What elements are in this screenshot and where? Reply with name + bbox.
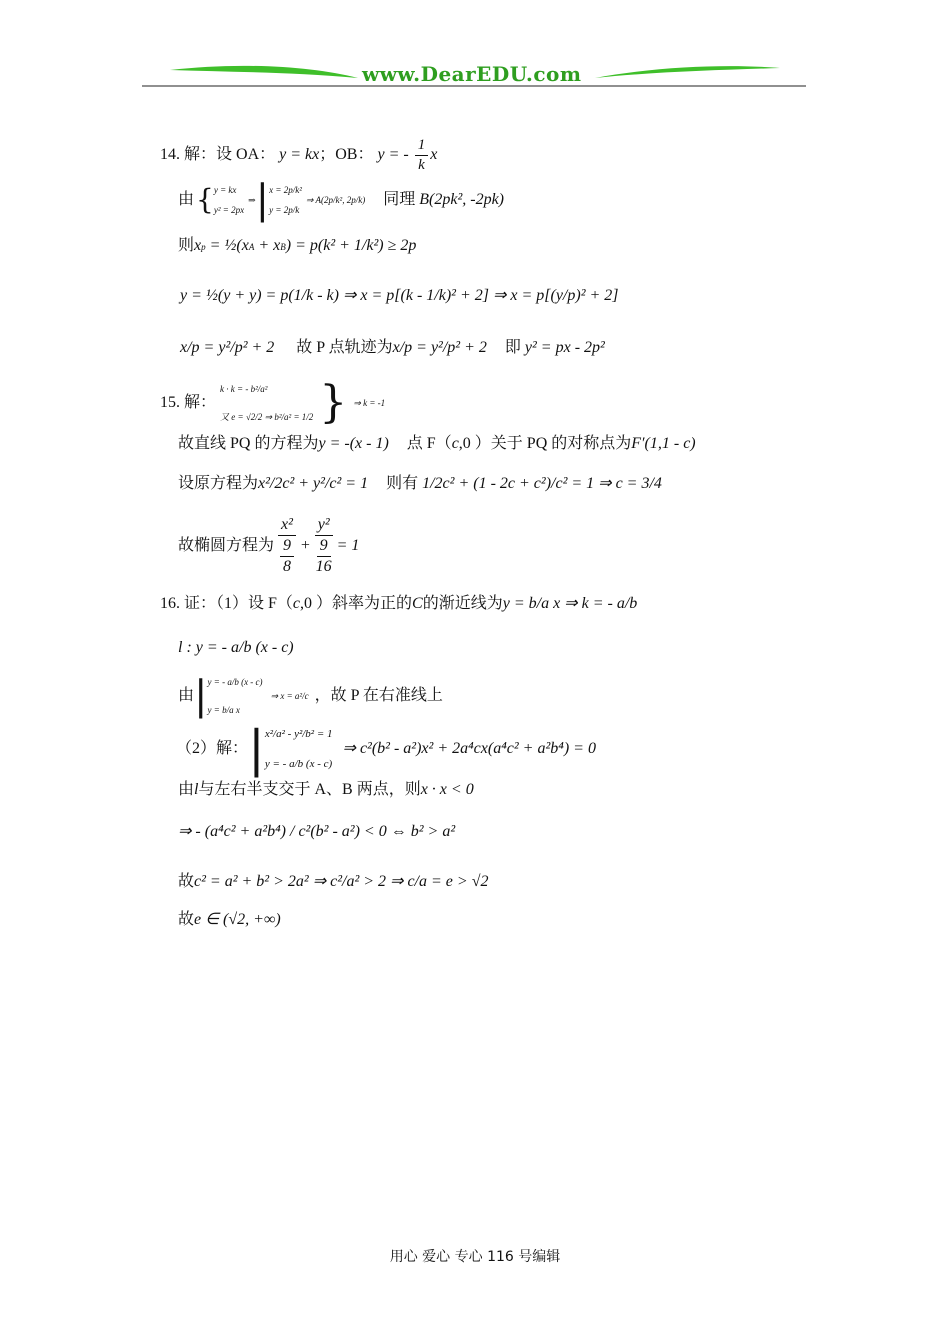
p16-line-2: l : y = - a/b (x - c) bbox=[178, 639, 294, 656]
p15-l3b: x²/2c² + y²/c² = 1 bbox=[258, 475, 369, 492]
p15-l4a: 故椭圆方程为 bbox=[178, 537, 275, 554]
p14-l3-eq3: ) = p(k² + 1/k²) ≥ 2p bbox=[285, 237, 417, 254]
p16-line-4 bbox=[176, 722, 596, 776]
page-footer: 用心 爱心 专心 116 号编辑 bbox=[389, 1249, 561, 1265]
p15-brace: } bbox=[319, 377, 348, 428]
p14-frac-1-over-k: $\frac{1}{k}$ bbox=[415, 137, 429, 174]
p14-l3-eq: = ½(x bbox=[209, 237, 249, 254]
p15-system: k · k = - b²/a² 又 e = √2/2 ⇒ b²/a² = 1/2 bbox=[220, 384, 314, 422]
p14-ob-x: x bbox=[430, 146, 438, 164]
p15-line-1 bbox=[160, 378, 385, 428]
p16-l5a: 由 bbox=[178, 781, 195, 798]
p15-l2c: 点 F（ bbox=[406, 435, 452, 452]
p15-l2f: F′(1,1 - c) bbox=[631, 435, 696, 452]
p15-l2a: 故直线 PQ 的方程为 bbox=[178, 435, 319, 452]
p16-line-7 bbox=[178, 872, 488, 892]
p14-l5-eq: x/p = y²/p² + 2 bbox=[180, 339, 275, 356]
p14-l5-result: y² = px - 2p² bbox=[524, 339, 605, 356]
p16-l7b: c² = a² + b² > 2a² ⇒ c²/a² > 2 ⇒ c/a = e > √2 bbox=[194, 873, 489, 890]
p14-line-5 bbox=[180, 338, 605, 358]
p16-l4a: （2）解： bbox=[176, 740, 249, 757]
p14-line-2 bbox=[178, 178, 504, 222]
p14-l2-pre: 由 bbox=[178, 191, 195, 208]
p14-l5-text: 故 P 点轨迹为 bbox=[296, 339, 393, 356]
p16-l7a: 故 bbox=[178, 873, 195, 890]
p16-line-3 bbox=[178, 674, 443, 718]
p16-line-6: ⇒ - (a⁴c² + a²b⁴) / c²(b² - a²) < 0 ⇔ b² > a² bbox=[178, 823, 456, 840]
p14-l1c: ；OB： bbox=[319, 146, 374, 164]
p15-compound-frac-1: x² 9 8 bbox=[278, 515, 296, 577]
header-url: www.DearEDU.com bbox=[362, 62, 582, 86]
p14-point-b: B(2pk², -2pk) bbox=[419, 191, 504, 208]
p16-l8a: 故 bbox=[178, 911, 195, 928]
p16-l1d: C bbox=[412, 595, 423, 612]
p16-line-5 bbox=[178, 780, 474, 800]
p16-l1b: c bbox=[292, 595, 301, 612]
p15-l3c: 则有 bbox=[386, 475, 419, 492]
p14-line-1 bbox=[160, 137, 437, 174]
p14-l1a: 设 OA： bbox=[216, 146, 276, 164]
p16-l5d: x · x < 0 bbox=[420, 781, 474, 798]
p15-compound-frac-2: y² 9 16 bbox=[315, 516, 332, 575]
p15-l3a: 设原方程为 bbox=[178, 475, 259, 492]
p16-l3-result: ⇒ x = a²/c bbox=[270, 691, 309, 701]
p16-l1a: （1）设 F（ bbox=[216, 595, 293, 612]
p14-system-1: y = kx y² = 2px bbox=[213, 185, 245, 215]
page-header bbox=[140, 58, 808, 90]
p15-line-4: 故椭圆方程为 x² 9 8 + y² 9 16 = 1 bbox=[178, 516, 360, 575]
p14-l3-eq2: + x bbox=[258, 237, 281, 254]
p14-brace-1: { bbox=[196, 183, 214, 216]
p14-line-3: 则xp = ½(xA + xB) = p(k² + 1/k²) ≥ 2p bbox=[178, 237, 417, 254]
p15-label: 15. 解： bbox=[160, 394, 217, 411]
p14-point-a: ⇒ A(2p/k², 2p/k) bbox=[305, 195, 366, 205]
p16-l1f: y = b/a x ⇒ k = - a/b bbox=[502, 595, 638, 612]
p14-same-label: 同理 bbox=[383, 191, 416, 208]
p16-l1e: 的渐近线为 bbox=[422, 595, 503, 612]
p16-brace-2: | bbox=[248, 720, 265, 778]
p16-l3b: ，故 P 在右准线上 bbox=[314, 687, 443, 704]
p14-l3-xp: x bbox=[194, 237, 202, 254]
p14-system-2: x = 2p/k² y = 2p/k bbox=[269, 185, 302, 215]
p15-l2d: c bbox=[451, 435, 459, 452]
p15-sys-result: ⇒ k = -1 bbox=[353, 398, 386, 408]
p16-l5c: 与左右半支交于 A、B 两点，则 bbox=[198, 781, 421, 798]
p16-system-1: y = - a/b (x - c) y = b/a x bbox=[207, 677, 263, 715]
p15-l3d: 1/2c² + (1 - 2c + c²)/c² = 1 ⇒ c = 3/4 bbox=[422, 475, 662, 492]
p14-l5-ji: 即 bbox=[504, 339, 521, 356]
p16-l8b: e ∈ (√2, +∞) bbox=[194, 911, 281, 928]
left-swoosh bbox=[170, 66, 358, 78]
p15-l2b: y = -(x - 1) bbox=[318, 435, 389, 452]
p14-brace-2: | bbox=[255, 177, 270, 223]
p16-label: 16. 证： bbox=[160, 595, 217, 612]
right-swoosh bbox=[595, 66, 780, 78]
p14-oa-eq: y = kx bbox=[279, 146, 320, 164]
p14-l5-eq2: x/p = y²/p² + 2 bbox=[392, 339, 487, 356]
p15-l2e: ,0 ）关于 PQ 的对称点为 bbox=[458, 435, 632, 452]
p16-system-2: x²/a² - y²/b² = 1 y = - a/b (x - c) bbox=[264, 728, 333, 770]
p14-line-4: y = ½(y + y) = p(1/k - k) ⇒ x = p[(k - 1/k)² + 2] ⇒ x = p[(y/p)² + 2] bbox=[180, 287, 619, 304]
p14-l3-pre: 则 bbox=[178, 237, 195, 254]
p16-l1c: ,0 ）斜率为正的 bbox=[300, 595, 413, 612]
p14-ob-eq: y = - bbox=[377, 146, 409, 164]
p16-l4-result: ⇒ c²(b² - a²)x² + 2a⁴cx(a⁴c² + a²b⁴) = 0 bbox=[342, 740, 596, 757]
p16-brace-1: | bbox=[194, 673, 208, 719]
p14-implies-1: ⇒ bbox=[248, 195, 256, 205]
p16-line-1 bbox=[160, 594, 637, 614]
p16-line-8 bbox=[178, 910, 281, 930]
p15-line-3 bbox=[178, 474, 662, 494]
p14-label: 14. 解： bbox=[160, 146, 217, 164]
p16-l3a: 由 bbox=[178, 687, 195, 704]
p15-line-2 bbox=[178, 434, 696, 454]
p16-l5b: l bbox=[194, 781, 199, 798]
p15-l4-end: = 1 bbox=[336, 537, 360, 554]
